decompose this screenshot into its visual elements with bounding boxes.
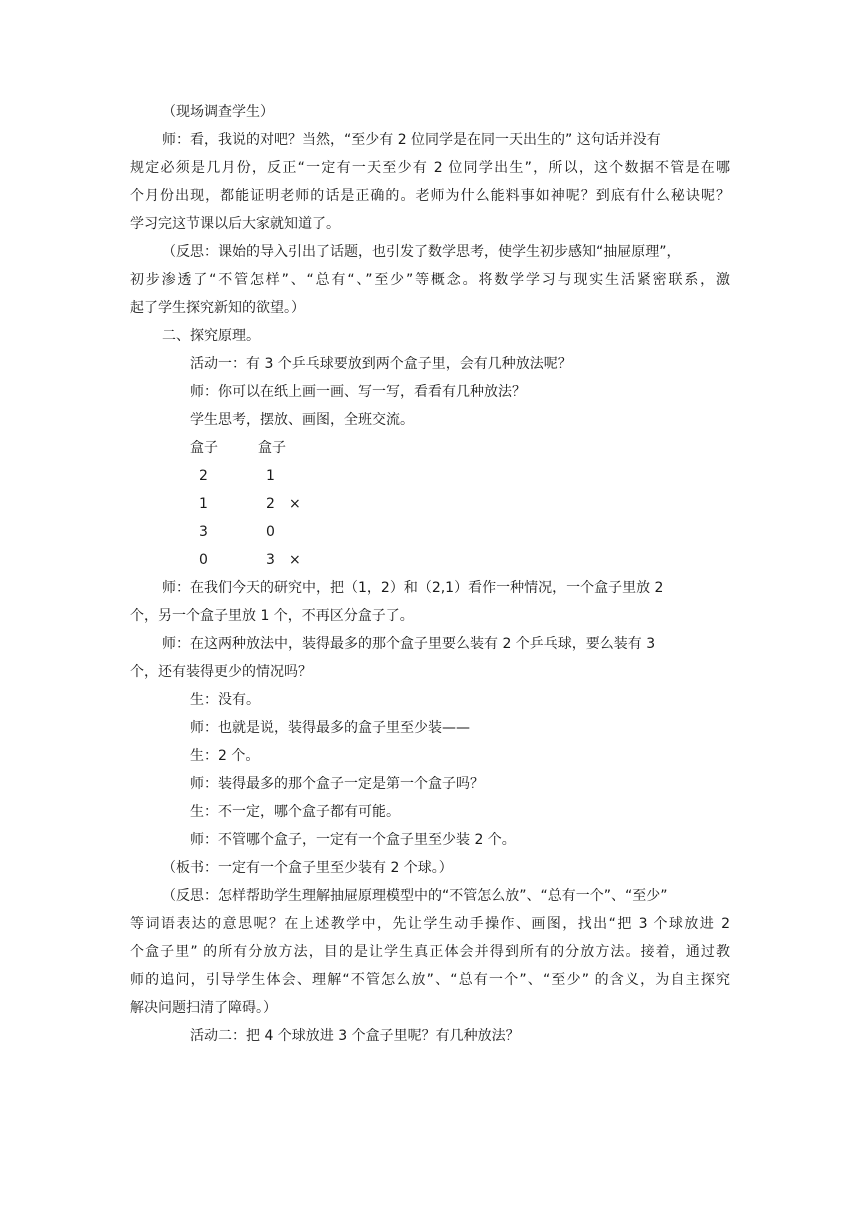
paragraph-line: 个月份出现，都能证明老师的话是正确的。老师为什么能料事如神呢？到底有什么秘诀呢？ (130, 188, 730, 204)
reflection-line: 个盒子里” 的所有分放方法，目的是让学生真正体会并得到所有的分放方法。接着，通过教 (130, 944, 730, 960)
table-cell: 0 (266, 524, 275, 540)
paragraph-line: 规定必须是几月份，反正“一定有一天至少有 2 位同学出生”，所以，这个数据不管是在哪 (130, 160, 730, 176)
paragraph-line: 生：2 个。 (190, 748, 260, 764)
reflection-line: 等词语表达的意思呢？在上述教学中，先让学生动手操作、画图，找出“把 3 个球放进 2 (130, 916, 730, 932)
paragraph-line: 个，还有装得更少的情况吗？ (130, 664, 312, 680)
table-cell: 1 (266, 468, 275, 484)
paragraph-line: 活动一：有 3 个乒乓球要放到两个盒子里，会有几种放法呢？ (190, 356, 572, 372)
reflection-line: 师的追问，引导学生体会、理解“不管怎么放”、“总有一个”、“至少” 的含义，为自主探究 (130, 972, 730, 988)
cross-mark: × (289, 496, 301, 512)
table-cell: 3 (199, 524, 208, 540)
reflection-line: 解决问题扫清了障碍。） (130, 1000, 277, 1016)
reflection-line: （反思：怎样帮助学生理解抽屉原理模型中的“不管怎么放”、“总有一个”、“至少” (162, 888, 668, 904)
paragraph-line: 师：在我们今天的研究中，把（1，2）和（2,1）看作一种情况，一个盒子里放 2 (162, 580, 664, 596)
paragraph-line: 师：也就是说，装得最多的盒子里至少装—— (190, 720, 470, 736)
paragraph-line: 生：不一定，哪个盒子都有可能。 (190, 804, 400, 820)
table-cell: 1 (199, 496, 208, 512)
paragraph-line: 师：看，我说的对吧？当然，“至少有 2 位同学是在同一天出生的” 这句话并没有 (162, 132, 661, 148)
paragraph-line: 学生思考，摆放、画图，全班交流。 (190, 412, 414, 428)
paragraph-line: 师：你可以在纸上画一画、写一写，看看有几种放法？ (190, 384, 526, 400)
paragraph-line: 师：不管哪个盒子，一定有一个盒子里至少装 2 个。 (190, 832, 516, 848)
paragraph-line: 生：没有。 (190, 692, 260, 708)
reflection-line: （反思：课始的导入引出了话题，也引发了数学思考，使学生初步感知“抽屉原理”， (162, 244, 681, 260)
paragraph-line: 师：在这两种放法中，装得最多的那个盒子里要么装有 2 个乒乓球，要么装有 3 (162, 636, 656, 652)
paragraph-line: 学习完这节课以后大家就知道了。 (130, 216, 340, 232)
reflection-line: 起了学生探究新知的欲望。） (130, 300, 305, 316)
table-cell: 0 (199, 552, 208, 568)
reflection-line: 初步渗透了“不管怎样”、“总有“、”至少”等概念。将数学学习与现实生活紧密联系，激 (130, 272, 730, 288)
paragraph-line: 师：装得最多的那个盒子一定是第一个盒子吗？ (190, 776, 484, 792)
paragraph-line: 活动二：把 4 个球放进 3 个盒子里呢？有几种放法？ (190, 1028, 520, 1044)
paragraph-line: 个，另一个盒子里放 1 个，不再区分盒子了。 (130, 608, 414, 624)
board-note: （板书：一定有一个盒子里至少装有 2 个球。） (162, 860, 453, 876)
table-cell: 2 (266, 496, 275, 512)
table-header: 盒子 (190, 440, 218, 456)
cross-mark: × (289, 552, 301, 568)
table-cell: 2 (199, 468, 208, 484)
section-heading: 二、探究原理。 (162, 328, 260, 344)
table-cell: 3 (266, 552, 275, 568)
paragraph-line: （现场调查学生） (162, 104, 274, 120)
table-header: 盒子 (258, 440, 286, 456)
